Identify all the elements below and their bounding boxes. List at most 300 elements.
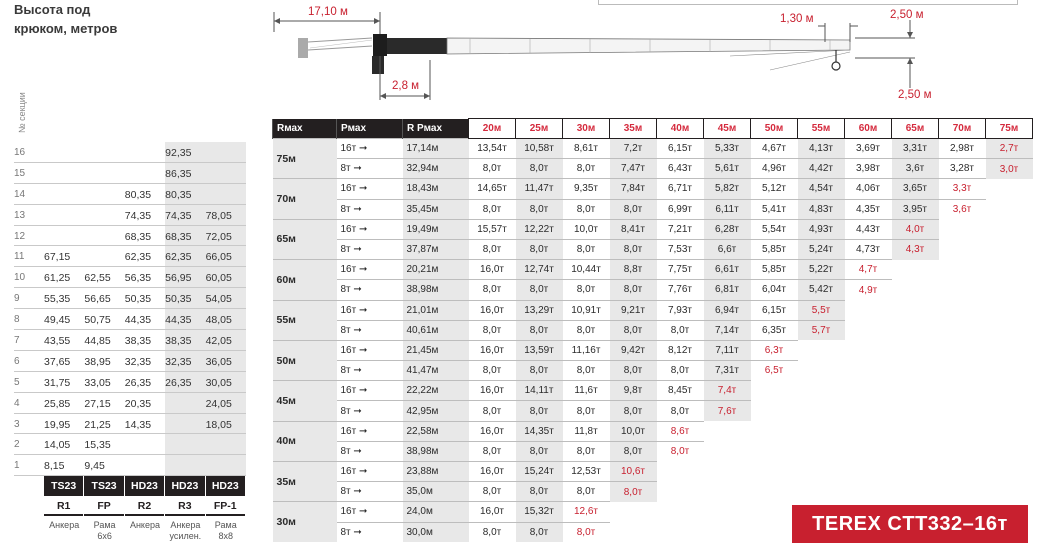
height-cell: 38,95 bbox=[84, 355, 111, 368]
section-number: 2 bbox=[14, 439, 20, 451]
empty-cell bbox=[751, 462, 798, 482]
radius-header: 50м bbox=[751, 119, 798, 139]
base-note: Рама 8х8 bbox=[214, 520, 237, 542]
max-load-radius: 23,88м bbox=[403, 462, 469, 482]
empty-cell bbox=[892, 320, 939, 340]
empty-cell bbox=[845, 482, 892, 502]
empty-cell bbox=[798, 381, 845, 401]
radius-header: 45м bbox=[704, 119, 751, 139]
section-row bbox=[14, 163, 246, 184]
section-row bbox=[14, 184, 246, 205]
max-load: 16т ➞ bbox=[337, 502, 403, 522]
load-value: 8,0т bbox=[563, 159, 610, 179]
base-type: R2 bbox=[125, 496, 164, 516]
height-cell bbox=[206, 455, 246, 475]
load-row bbox=[273, 159, 1033, 179]
max-load: 8т ➞ bbox=[337, 320, 403, 340]
load-value: 8,0т bbox=[657, 320, 704, 340]
height-cell: 9,45 bbox=[84, 460, 105, 473]
empty-cell bbox=[939, 320, 986, 340]
empty-cell bbox=[939, 462, 986, 482]
dim-tip: 1,30 м bbox=[780, 13, 814, 25]
load-value: 8,0т bbox=[610, 361, 657, 381]
height-cell: 27,15 bbox=[84, 397, 111, 410]
radius-header: 75м bbox=[986, 119, 1033, 139]
height-cell: 49,45 bbox=[44, 314, 71, 327]
load-value: 9,35т bbox=[563, 179, 610, 199]
load-value: 9,42т bbox=[610, 340, 657, 360]
load-value: 8,0т bbox=[657, 441, 704, 461]
base-type: FP bbox=[84, 496, 123, 516]
height-cell: 18,05 bbox=[206, 414, 246, 434]
height-cell: 20,35 bbox=[124, 397, 152, 410]
height-cell bbox=[206, 434, 246, 454]
radius-header: 25м bbox=[516, 119, 563, 139]
load-value: 3,95т bbox=[892, 199, 939, 219]
jib-length: 60м bbox=[273, 260, 337, 300]
load-value: 6,11т bbox=[704, 199, 751, 219]
empty-cell bbox=[986, 401, 1033, 421]
height-cell bbox=[84, 246, 124, 266]
radius-header: 30м bbox=[563, 119, 610, 139]
empty-cell bbox=[986, 219, 1033, 239]
height-cell bbox=[84, 163, 124, 183]
empty-cell bbox=[986, 199, 1033, 219]
height-cell bbox=[44, 205, 84, 225]
load-value: 8,0т bbox=[610, 199, 657, 219]
load-value: 8,0т bbox=[469, 441, 516, 461]
section-row bbox=[14, 434, 246, 455]
max-load: 16т ➞ bbox=[337, 139, 403, 159]
tower-type: HD23 bbox=[125, 476, 164, 496]
height-cell: 44,35 bbox=[165, 309, 205, 329]
empty-cell bbox=[939, 421, 986, 441]
radius-header: 65м bbox=[892, 119, 939, 139]
load-value: 14,65т bbox=[469, 179, 516, 199]
empty-cell bbox=[986, 320, 1033, 340]
load-value: 6,43т bbox=[657, 159, 704, 179]
dim-jib-length: 17,10 м bbox=[308, 6, 348, 18]
max-load: 16т ➞ bbox=[337, 260, 403, 280]
load-value: 4,35т bbox=[845, 199, 892, 219]
empty-cell bbox=[798, 340, 845, 360]
load-row bbox=[273, 260, 1033, 280]
load-value: 8,0т bbox=[469, 199, 516, 219]
height-cell: 33,05 bbox=[84, 376, 111, 389]
load-value: 16,0т bbox=[469, 502, 516, 522]
load-value: 10,91т bbox=[563, 300, 610, 320]
section-number: 4 bbox=[14, 397, 20, 409]
load-value: 8,8т bbox=[610, 260, 657, 280]
height-cell: 24,05 bbox=[206, 393, 246, 413]
empty-cell bbox=[986, 441, 1033, 461]
load-value: 8,0т bbox=[516, 320, 563, 340]
max-load: 8т ➞ bbox=[337, 441, 403, 461]
load-value: 8,0т bbox=[610, 441, 657, 461]
base-type: FP-1 bbox=[206, 496, 245, 516]
jib-length: 30м bbox=[273, 502, 337, 542]
load-value: 6,6т bbox=[704, 239, 751, 259]
load-value: 11,16т bbox=[563, 340, 610, 360]
empty-cell bbox=[704, 441, 751, 461]
load-value: 6,81т bbox=[704, 280, 751, 300]
max-load: 16т ➞ bbox=[337, 219, 403, 239]
empty-cell bbox=[845, 320, 892, 340]
height-cell: 42,05 bbox=[206, 330, 246, 350]
empty-cell bbox=[986, 462, 1033, 482]
height-cell: 8,15 bbox=[44, 460, 65, 473]
load-value: 8,0т bbox=[469, 320, 516, 340]
height-cell bbox=[44, 163, 84, 183]
load-value: 3,31т bbox=[892, 139, 939, 159]
load-value: 11,8т bbox=[563, 421, 610, 441]
load-value: 3,0т bbox=[986, 159, 1033, 179]
empty-cell bbox=[939, 381, 986, 401]
empty-cell bbox=[704, 421, 751, 441]
empty-cell bbox=[704, 462, 751, 482]
load-value: 8,45т bbox=[657, 381, 704, 401]
empty-cell bbox=[892, 381, 939, 401]
height-cell: 72,05 bbox=[206, 226, 246, 246]
radius-header: 60м bbox=[845, 119, 892, 139]
height-cell: 21,25 bbox=[84, 418, 111, 431]
max-load-radius: 41,47м bbox=[403, 361, 469, 381]
load-chart-table bbox=[272, 118, 1033, 542]
load-value: 16,0т bbox=[469, 300, 516, 320]
height-cell bbox=[84, 226, 124, 246]
load-value: 14,35т bbox=[516, 421, 563, 441]
tower-type: TS23 bbox=[44, 476, 83, 496]
load-value: 8,0т bbox=[563, 401, 610, 421]
height-cell: 44,35 bbox=[124, 314, 152, 327]
load-value: 4,0т bbox=[892, 219, 939, 239]
max-load-radius: 38,98м bbox=[403, 280, 469, 300]
height-cell: 74,35 bbox=[165, 205, 205, 225]
load-value: 12,74т bbox=[516, 260, 563, 280]
height-cell bbox=[206, 184, 246, 204]
empty-cell bbox=[986, 239, 1033, 259]
empty-cell bbox=[892, 260, 939, 280]
section-number: 5 bbox=[14, 376, 20, 388]
load-value: 7,11т bbox=[704, 340, 751, 360]
load-value: 8,0т bbox=[563, 320, 610, 340]
load-value: 5,12т bbox=[751, 179, 798, 199]
load-value: 5,85т bbox=[751, 260, 798, 280]
load-value: 8,0т bbox=[563, 199, 610, 219]
load-value: 6,15т bbox=[657, 139, 704, 159]
empty-cell bbox=[986, 482, 1033, 502]
load-value: 8,0т bbox=[657, 361, 704, 381]
load-value: 8,6т bbox=[657, 421, 704, 441]
empty-cell bbox=[798, 361, 845, 381]
empty-cell bbox=[704, 482, 751, 502]
height-cell: 92,35 bbox=[165, 142, 205, 162]
section-row bbox=[14, 267, 246, 288]
load-value: 16,0т bbox=[469, 421, 516, 441]
load-value: 8,0т bbox=[516, 441, 563, 461]
empty-cell bbox=[986, 179, 1033, 199]
empty-cell bbox=[610, 502, 657, 522]
section-number: 3 bbox=[14, 418, 20, 430]
empty-cell bbox=[892, 300, 939, 320]
height-cell: 26,35 bbox=[124, 376, 152, 389]
empty-cell bbox=[751, 401, 798, 421]
empty-cell bbox=[751, 482, 798, 502]
tower-type: HD23 bbox=[165, 476, 204, 496]
section-row bbox=[14, 288, 246, 309]
load-value: 15,32т bbox=[516, 502, 563, 522]
load-value: 8,0т bbox=[563, 239, 610, 259]
jib-length: 70м bbox=[273, 179, 337, 219]
max-load-radius: 30,0м bbox=[403, 522, 469, 542]
load-value: 5,54т bbox=[751, 219, 798, 239]
load-value: 5,24т bbox=[798, 239, 845, 259]
load-value: 7,47т bbox=[610, 159, 657, 179]
dim-bottom: 2,50 м bbox=[898, 89, 932, 101]
empty-cell bbox=[939, 361, 986, 381]
load-row bbox=[273, 199, 1033, 219]
tower-type: TS23 bbox=[84, 476, 123, 496]
max-load-radius: 17,14м bbox=[403, 139, 469, 159]
section-row bbox=[14, 455, 246, 476]
empty-cell bbox=[798, 421, 845, 441]
section-number-label: № секции bbox=[17, 92, 27, 133]
height-cell: 25,85 bbox=[44, 397, 71, 410]
load-value: 8,0т bbox=[469, 159, 516, 179]
height-cell: 60,05 bbox=[206, 267, 246, 287]
max-load: 8т ➞ bbox=[337, 522, 403, 542]
section-row bbox=[14, 142, 246, 163]
height-cell: 56,65 bbox=[84, 293, 111, 306]
jib-length: 50м bbox=[273, 340, 337, 380]
load-value: 5,85т bbox=[751, 239, 798, 259]
load-value: 12,6т bbox=[563, 502, 610, 522]
height-cell: 44,85 bbox=[84, 335, 111, 348]
empty-cell bbox=[986, 300, 1033, 320]
height-cell: 86,35 bbox=[165, 163, 205, 183]
section-number: 15 bbox=[14, 167, 26, 179]
load-value: 3,98т bbox=[845, 159, 892, 179]
height-cell: 56,35 bbox=[124, 272, 152, 285]
height-cell: 43,55 bbox=[44, 335, 71, 348]
load-value: 8,0т bbox=[563, 441, 610, 461]
max-load-radius: 18,43м bbox=[403, 179, 469, 199]
height-cell: 54,05 bbox=[206, 288, 246, 308]
load-row bbox=[273, 179, 1033, 199]
empty-cell bbox=[845, 300, 892, 320]
max-load-radius: 19,49м bbox=[403, 219, 469, 239]
load-value: 9,8т bbox=[610, 381, 657, 401]
load-value: 8,0т bbox=[610, 401, 657, 421]
empty-cell bbox=[704, 522, 751, 542]
height-cell: 62,35 bbox=[165, 246, 205, 266]
load-row bbox=[273, 441, 1033, 461]
height-cell bbox=[84, 142, 124, 162]
empty-cell bbox=[892, 401, 939, 421]
load-value: 8,0т bbox=[469, 239, 516, 259]
base-type: R3 bbox=[165, 496, 204, 516]
load-value: 4,54т bbox=[798, 179, 845, 199]
empty-cell bbox=[986, 260, 1033, 280]
max-load-radius: 38,98м bbox=[403, 441, 469, 461]
max-load-radius: 22,58м bbox=[403, 421, 469, 441]
height-cell: 50,35 bbox=[124, 293, 152, 306]
empty-cell bbox=[939, 441, 986, 461]
load-value: 8,0т bbox=[516, 482, 563, 502]
load-value: 7,6т bbox=[704, 401, 751, 421]
height-cell: 80,35 bbox=[165, 184, 205, 204]
section-number: 10 bbox=[14, 272, 26, 284]
max-load-radius: 42,95м bbox=[403, 401, 469, 421]
max-load: 8т ➞ bbox=[337, 401, 403, 421]
empty-cell bbox=[892, 462, 939, 482]
load-row bbox=[273, 401, 1033, 421]
crane-diagram bbox=[270, 0, 970, 110]
section-row bbox=[14, 226, 246, 247]
empty-cell bbox=[798, 401, 845, 421]
max-load-radius: 32,94м bbox=[403, 159, 469, 179]
height-cell: 62,55 bbox=[84, 272, 111, 285]
load-value: 5,7т bbox=[798, 320, 845, 340]
load-value: 7,76т bbox=[657, 280, 704, 300]
height-cell: 78,05 bbox=[206, 205, 246, 225]
load-value: 5,42т bbox=[798, 280, 845, 300]
section-number: 9 bbox=[14, 293, 20, 305]
base-note: Анкера bbox=[129, 520, 160, 531]
load-row bbox=[273, 421, 1033, 441]
load-value: 2,7т bbox=[986, 139, 1033, 159]
empty-cell bbox=[845, 441, 892, 461]
load-value: 7,2т bbox=[610, 139, 657, 159]
empty-cell bbox=[704, 502, 751, 522]
height-cell: 66,05 bbox=[206, 246, 246, 266]
load-value: 6,71т bbox=[657, 179, 704, 199]
load-value: 8,0т bbox=[516, 401, 563, 421]
height-cell: 37,65 bbox=[44, 355, 71, 368]
load-value: 8,0т bbox=[563, 482, 610, 502]
empty-cell bbox=[845, 340, 892, 360]
load-value: 16,0т bbox=[469, 381, 516, 401]
section-number: 11 bbox=[14, 251, 25, 263]
max-load-radius: 21,45м bbox=[403, 340, 469, 360]
max-load: 8т ➞ bbox=[337, 280, 403, 300]
empty-cell bbox=[845, 401, 892, 421]
jib-length: 40м bbox=[273, 421, 337, 461]
empty-cell bbox=[845, 421, 892, 441]
empty-cell bbox=[657, 482, 704, 502]
load-value: 13,29т bbox=[516, 300, 563, 320]
column-header: R Pмах bbox=[403, 119, 469, 139]
height-cell: 50,35 bbox=[165, 288, 205, 308]
max-load-radius: 20,21м bbox=[403, 260, 469, 280]
empty-cell bbox=[986, 280, 1033, 300]
load-value: 3,6т bbox=[892, 159, 939, 179]
empty-cell bbox=[798, 462, 845, 482]
load-value: 10,0т bbox=[610, 421, 657, 441]
load-value: 12,53т bbox=[563, 462, 610, 482]
load-value: 8,0т bbox=[516, 159, 563, 179]
empty-cell bbox=[939, 260, 986, 280]
height-cell bbox=[44, 184, 84, 204]
load-row bbox=[273, 280, 1033, 300]
empty-cell bbox=[892, 421, 939, 441]
empty-cell bbox=[751, 522, 798, 542]
height-cell: 14,35 bbox=[124, 418, 152, 431]
height-cell: 31,75 bbox=[44, 376, 71, 389]
dim-counter: 2,8 м bbox=[392, 80, 420, 92]
max-load: 16т ➞ bbox=[337, 340, 403, 360]
column-header: Pмах bbox=[337, 119, 403, 139]
load-row bbox=[273, 139, 1033, 159]
load-value: 8,0т bbox=[657, 401, 704, 421]
height-cell: 30,05 bbox=[206, 372, 246, 392]
load-value: 7,21т bbox=[657, 219, 704, 239]
height-cell bbox=[206, 163, 246, 183]
empty-cell bbox=[610, 522, 657, 542]
load-value: 8,0т bbox=[610, 320, 657, 340]
load-value: 8,0т bbox=[610, 239, 657, 259]
load-value: 11,47т bbox=[516, 179, 563, 199]
load-value: 8,0т bbox=[469, 280, 516, 300]
max-load: 8т ➞ bbox=[337, 482, 403, 502]
page-title: Высота под крюком, метров bbox=[14, 2, 118, 36]
height-cell: 80,35 bbox=[124, 188, 152, 201]
load-value: 5,22т bbox=[798, 260, 845, 280]
empty-cell bbox=[939, 340, 986, 360]
load-row bbox=[273, 340, 1033, 360]
load-value: 7,4т bbox=[704, 381, 751, 401]
max-load-radius: 22,22м bbox=[403, 381, 469, 401]
empty-cell bbox=[845, 462, 892, 482]
column-header: Rмах bbox=[273, 119, 337, 139]
load-value: 4,67т bbox=[751, 139, 798, 159]
dim-top: 2,50 м bbox=[890, 9, 924, 21]
base-note: Рама 6х6 bbox=[93, 520, 116, 542]
load-row bbox=[273, 239, 1033, 259]
section-row bbox=[14, 309, 246, 330]
jib-length: 65м bbox=[273, 219, 337, 259]
load-value: 13,59т bbox=[516, 340, 563, 360]
height-cell: 15,35 bbox=[84, 439, 111, 452]
empty-cell bbox=[939, 239, 986, 259]
height-cell bbox=[125, 455, 165, 475]
height-cell: 62,35 bbox=[124, 251, 152, 264]
load-value: 12,22т bbox=[516, 219, 563, 239]
load-row bbox=[273, 462, 1033, 482]
height-cell bbox=[44, 226, 84, 246]
base-type: R1 bbox=[44, 496, 83, 516]
load-value: 10,6т bbox=[610, 462, 657, 482]
load-value: 4,13т bbox=[798, 139, 845, 159]
section-row bbox=[14, 414, 246, 435]
radius-header: 35м bbox=[610, 119, 657, 139]
load-row bbox=[273, 300, 1033, 320]
load-value: 5,5т bbox=[798, 300, 845, 320]
brand-badge: TEREX CTT332–16т bbox=[792, 505, 1028, 543]
load-row bbox=[273, 320, 1033, 340]
load-value: 6,94т bbox=[704, 300, 751, 320]
empty-cell bbox=[657, 462, 704, 482]
max-load: 8т ➞ bbox=[337, 361, 403, 381]
height-cell: 48,05 bbox=[206, 309, 246, 329]
height-cell: 67,15 bbox=[44, 251, 71, 264]
max-load: 8т ➞ bbox=[337, 199, 403, 219]
load-value: 8,0т bbox=[516, 239, 563, 259]
height-cell bbox=[125, 434, 165, 454]
jib-length: 55м bbox=[273, 300, 337, 340]
empty-cell bbox=[751, 381, 798, 401]
jib-length: 35м bbox=[273, 462, 337, 502]
